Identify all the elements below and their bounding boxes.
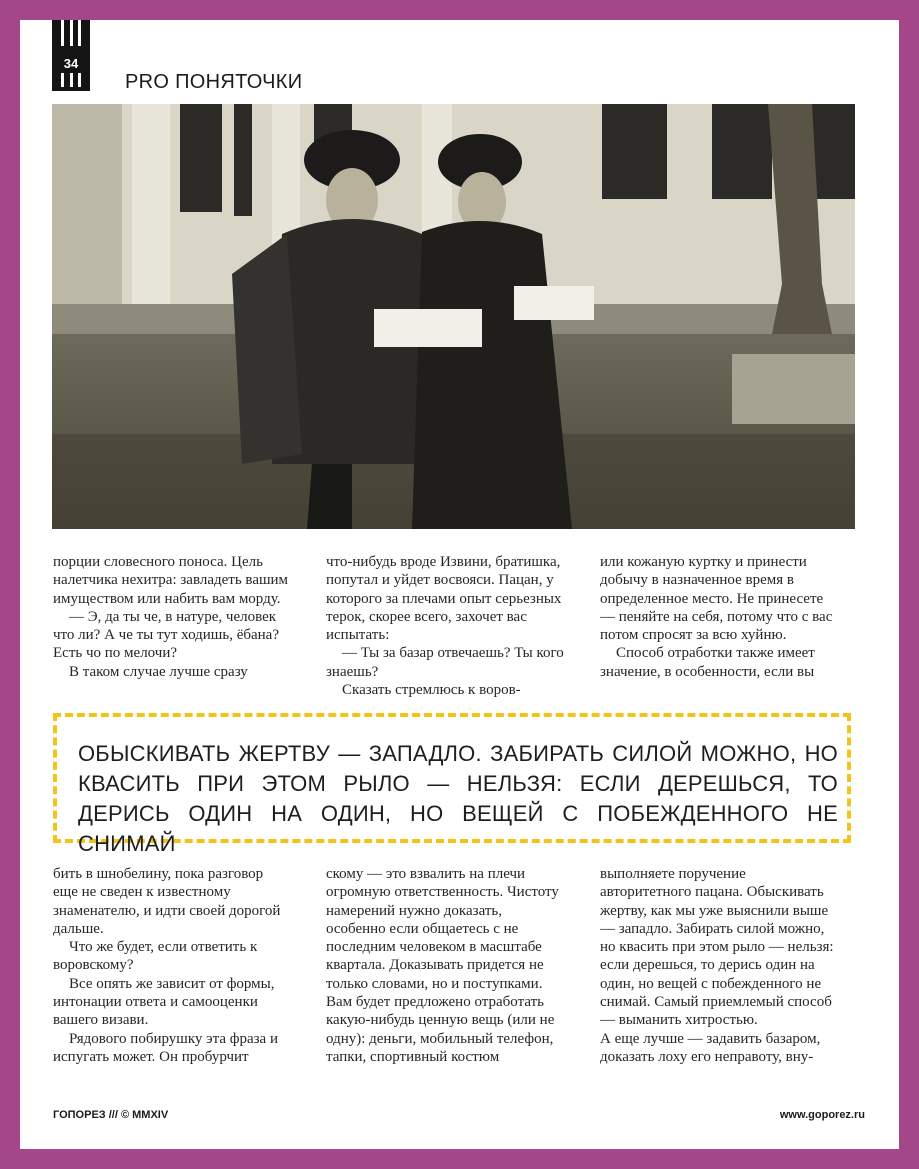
text-column-1-bottom [53,865,291,1066]
photo-two-men-in-fur-hats-icon [52,104,855,529]
paragraph: Способ отработки также имеет значение, в особенности, если вы [600,645,815,680]
paragraph: В таком случае лучше сразу [69,663,248,680]
page-number: 34 [63,56,79,71]
paragraph: или кожаную куртку и принести добычу в назначенное время в определенное место. Не принесете — пеняйте на себя, потому что с вас потом спросят за всю хуйню. [600,554,833,644]
paragraph: — Ты за базар отвечаешь? Ты кого знаешь? [326,645,564,680]
footer-website-link[interactable]: www.goporez.ru [779,1109,865,1121]
paragraph: Рядового побирушку эта фраза и испугать может. Он пробурчит [53,1030,278,1065]
paragraph: Что же будет, если ответить к воровскому? [53,939,258,974]
article-photo [52,104,855,529]
magazine-page [20,20,899,1149]
tab-stripes-top [61,20,81,46]
text-column-3-bottom [600,865,838,1066]
pull-quote-box [53,713,851,856]
text-column-2-bottom [326,865,564,1066]
text-column-1-top [53,553,291,681]
paragraph: что-нибудь вроде Извини, братишка, попутал и уйдет восвояси. Пацан, у которого за плечами опыт серьезных терок, скорее всего, захочет вас испытать: [326,554,562,644]
page-number-tab [52,20,90,91]
pull-quote: ОБЫСКИВАТЬ ЖЕРТВУ — ЗАПАДЛО. ЗАБИРАТЬ СИЛОЙ МОЖНО, НО КВАСИТЬ ПРИ ЭТОМ РЫЛО — НЕЛЬЗЯ: ЕСЛИ ДЕРЕШЬСЯ, ТО ДЕРИСЬ ОДИН НА ОДИН, НО ВЕЩЕЙ С ПОБЕЖДЕННОГО НЕ СНИМАЙ [78,741,838,856]
paragraph: порции словесного поноса. Цель налетчика нехитра: завладеть вашим имуществом или набить вам морду. [53,554,289,607]
tab-stripes-bottom [61,73,81,87]
paragraph: скому — это взвалить на плечи огромную ответственность. Чистоту намерений нужно доказать, особенно если общаетесь с не последним человеком в масштабе квартала. Доказывать придется не только словами, но и поступками. Вам будет предложено отработать какую-нибудь ценную вещь (или не одну): деньги, мобильный телефон, тапки, спортивный костюм [326,866,559,1065]
section-title: PRO ПОНЯТОЧКИ [125,71,303,93]
paragraph: Сказать стремлюсь к воров- [342,682,521,699]
footer-magazine-name: ГОПОРЕЗ /// © MMXIV [53,1109,169,1121]
text-column-3-top [600,553,838,681]
paragraph: — Э, да ты че, в натуре, человек что ли? А че ты тут ходишь, ёбана? Есть чо по мелочи? [53,608,279,662]
paragraph: Все опять же зависит от формы, интонации ответа и самооценки вашего визави. [53,975,275,1029]
paragraph: бить в шнобелину, пока разговор еще не сведен к известному знаменателю, и идти своей дорогой дальше. [53,866,281,937]
paragraph: выполняете поручение авторитетного пацана. Обыскивать жертву, как мы уже выяснили выше — западло. Забирать силой можно, но квасить при этом рыло — нельзя: если дерешься, то дерись один на один, но вещей с побежденного не снимай. Самый приемлемый способ — выманить хитростью. [600,866,834,1029]
paragraph: А еще лучше — задавить базаром, доказать лоху его неправоту, вну- [600,1030,821,1065]
text-column-2-top [326,553,564,699]
